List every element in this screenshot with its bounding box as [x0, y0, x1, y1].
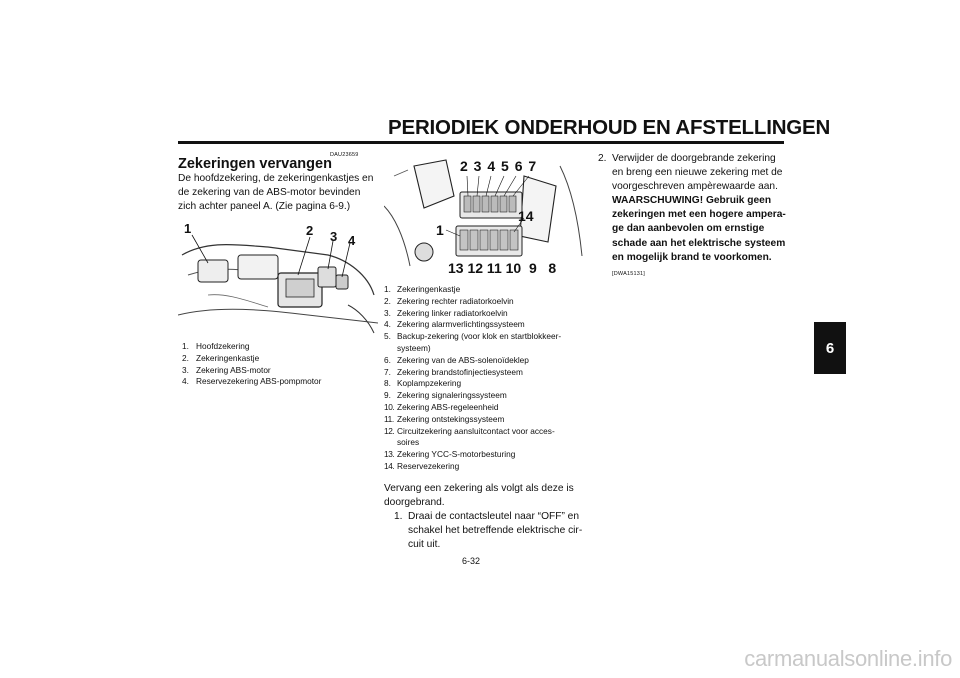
- caption-item: 7. Zekering brandstofinjectiesysteem: [384, 366, 523, 377]
- warning-code: [DWA15131]: [612, 270, 645, 277]
- steps-lead: [384, 482, 588, 510]
- step-1: 1. Draai de contactsleutel naar “OFF” en schakel het betreffende elektrische cir- cuit uit.: [394, 511, 583, 551]
- caption-item: 2. Zekering rechter radiatorkoelvin: [384, 295, 514, 306]
- callout-right: 14: [518, 208, 534, 224]
- page-number: 6-32: [462, 556, 481, 566]
- section-intro: [178, 172, 378, 214]
- callout-3: 3: [330, 229, 338, 244]
- intro-line: de zekering van de ABS-motor bevinden: [178, 187, 361, 199]
- callout-2: 2: [306, 223, 314, 238]
- step-number: 2.: [598, 153, 607, 164]
- callouts-top: 2 3 4 5 6 7: [460, 158, 538, 174]
- callout-1: 1: [184, 221, 192, 236]
- caption-item: 13. Zekering YCC-S-motorbesturing: [384, 449, 516, 460]
- header-rule: [178, 141, 784, 144]
- callouts-bottom: 13 12 11 10 9 8: [448, 260, 557, 276]
- caption-item: 10. Zekering ABS-regeleenheid: [384, 401, 499, 412]
- caption-item: 12. Circuitzekering aansluitcontact voor acces- soires: [384, 425, 555, 448]
- caption-item: 14. Reservezekering: [384, 460, 460, 471]
- section-code: DAU23659: [330, 152, 359, 158]
- figure2-caption-list: [384, 284, 588, 473]
- chapter-tab[interactable]: 6: [814, 322, 846, 374]
- caption-item: 1. Zekeringenkastje: [384, 284, 461, 294]
- caption-item: 3. Zekering ABS-motor: [182, 364, 271, 375]
- callout-left: 1: [436, 222, 444, 238]
- page-header-title: PERIODIEK ONDERHOUD EN AFSTELLINGEN: [388, 116, 831, 139]
- figure-fuse-box-detail: [384, 156, 584, 278]
- intro-line: zich achter paneel A. (Zie pagina 6-9.): [178, 201, 351, 213]
- figure1-caption-list: [182, 341, 382, 388]
- caption-item: 2. Zekeringenkastje: [182, 352, 260, 363]
- caption-item: 4. Reservezekering ABS-pompmotor: [182, 376, 322, 387]
- caption-item: 1. Hoofdzekering: [182, 341, 250, 351]
- lead-line: Vervang een zekering als volgt als deze is: [384, 483, 574, 494]
- step-2: 2. Verwijder de doorgebrande zekering en breng een nieuwe zekering met de voorgeschreven ampèrewaarde aan. WAARSCHUWING! Gebruik geen zekeringen met een hogere ampera- ge dan aanbevolen om ernstige schade aan het elektrische systeem en mogelijk brand te voorkomen. [DWA15131]: [598, 152, 786, 281]
- lead-line: doorgebrand.: [384, 497, 445, 509]
- caption-item: 4. Zekering alarmverlichtingssysteem: [384, 319, 525, 330]
- step-number: 1.: [394, 511, 403, 522]
- caption-item: 5. Backup-zekering (voor klok en startblokkeer- systeem): [384, 331, 562, 353]
- watermark: carmanualsonline.info: [744, 646, 952, 671]
- figure-main-fuse: [178, 215, 378, 335]
- intro-line: De hoofdzekering, de zekeringenkastjes en: [178, 173, 374, 184]
- warning-text: WAARSCHUWING! Gebruik geen zekeringen met een hogere ampera- ge dan aanbevolen om ernstige schade aan het elektrische systeem en mogelijk brand te voorkomen.: [612, 195, 786, 263]
- caption-item: 9. Zekering signaleringssysteem: [384, 390, 507, 401]
- caption-item: 3. Zekering linker radiatorkoelvin: [384, 307, 508, 318]
- callout-4: 4: [348, 233, 356, 248]
- caption-item: 8. Koplampzekering: [384, 378, 462, 389]
- caption-item: 6. Zekering van de ABS-solenoïdeklep: [384, 354, 529, 365]
- caption-item: 11. Zekering ontstekingssysteem: [384, 413, 505, 424]
- section-title: Zekeringen vervangen: [178, 156, 332, 172]
